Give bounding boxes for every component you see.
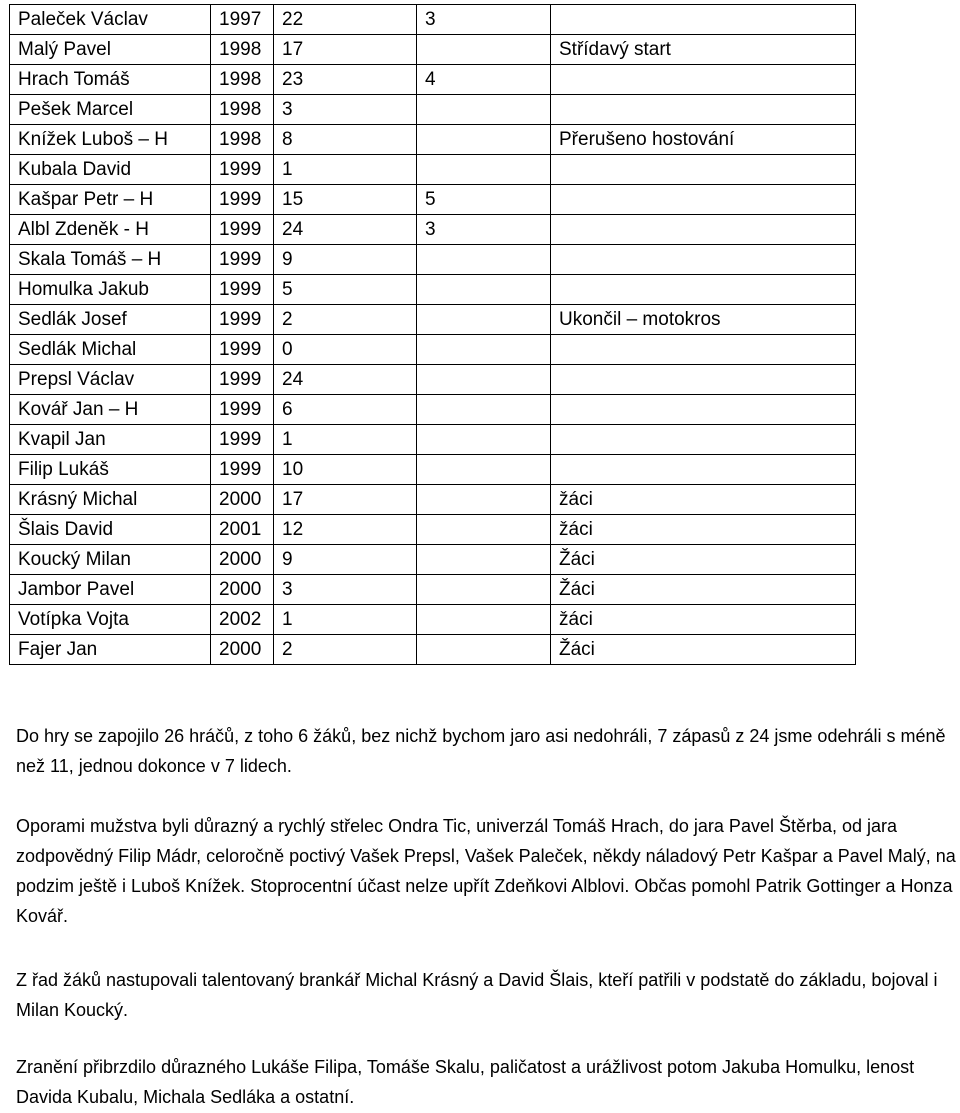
goals-cell xyxy=(417,455,551,485)
goals-cell xyxy=(417,155,551,185)
goals-cell xyxy=(417,515,551,545)
note-cell: Žáci xyxy=(551,575,856,605)
player-name-cell: Sedlák Josef xyxy=(10,305,211,335)
note-cell xyxy=(551,95,856,125)
birth-year-cell: 1999 xyxy=(211,185,274,215)
table-row xyxy=(10,575,856,605)
goals-cell xyxy=(417,245,551,275)
note-cell: Žáci xyxy=(551,635,856,665)
note-cell: žáci xyxy=(551,515,856,545)
games-cell: 23 xyxy=(274,65,417,95)
table-row xyxy=(10,245,856,275)
paragraph-youth-players: Z řad žáků nastupovali talentovaný brankář Michal Krásný a David Šlais, kteří patřili v podstatě do základu, bojoval i Milan Koucký. xyxy=(16,970,938,1020)
games-cell: 22 xyxy=(274,5,417,35)
table-row xyxy=(10,215,856,245)
birth-year-cell: 1997 xyxy=(211,5,274,35)
paragraph-key-players: Oporami mužstva byli důrazný a rychlý střelec Ondra Tic, univerzál Tomáš Hrach, do jara Pavel Štěrba, od jara zodpovědný Filip Mádr, celoročně poctivý Vašek Prepsl, Vašek Paleček, někdy náladový Petr Kašpar a Pavel Malý, na podzim ještě i Luboš Knížek. Stoprocentní účast nelze upřít Zdeňkovi Alblovi. Občas pomohl Patrik Gottinger a Honza Kovář. xyxy=(16,816,956,926)
note-cell xyxy=(551,155,856,185)
player-name-cell: Knížek Luboš – H xyxy=(10,125,211,155)
games-cell: 10 xyxy=(274,455,417,485)
table-row xyxy=(10,185,856,215)
player-name-cell: Kvapil Jan xyxy=(10,425,211,455)
table-row xyxy=(10,425,856,455)
player-name-cell: Kašpar Petr – H xyxy=(10,185,211,215)
table-row xyxy=(10,395,856,425)
goals-cell: 4 xyxy=(417,65,551,95)
games-cell: 9 xyxy=(274,245,417,275)
player-name-cell: Sedlák Michal xyxy=(10,335,211,365)
goals-cell xyxy=(417,365,551,395)
birth-year-cell: 2001 xyxy=(211,515,274,545)
player-name-cell: Votípka Vojta xyxy=(10,605,211,635)
note-cell xyxy=(551,365,856,395)
note-cell xyxy=(551,395,856,425)
note-cell xyxy=(551,215,856,245)
note-cell xyxy=(551,425,856,455)
table-row xyxy=(10,335,856,365)
birth-year-cell: 1999 xyxy=(211,335,274,365)
birth-year-cell: 1998 xyxy=(211,65,274,95)
games-cell: 17 xyxy=(274,35,417,65)
note-cell xyxy=(551,245,856,275)
birth-year-cell: 2000 xyxy=(211,545,274,575)
table-row xyxy=(10,65,856,95)
goals-cell xyxy=(417,635,551,665)
player-name-cell: Kubala David xyxy=(10,155,211,185)
table-row xyxy=(10,5,856,35)
goals-cell xyxy=(417,605,551,635)
games-cell: 5 xyxy=(274,275,417,305)
goals-cell xyxy=(417,275,551,305)
goals-cell xyxy=(417,35,551,65)
table-row xyxy=(10,95,856,125)
goals-cell xyxy=(417,395,551,425)
birth-year-cell: 1999 xyxy=(211,155,274,185)
goals-cell xyxy=(417,575,551,605)
table-row xyxy=(10,155,856,185)
table-row xyxy=(10,455,856,485)
note-cell xyxy=(551,455,856,485)
goals-cell: 3 xyxy=(417,215,551,245)
table-row xyxy=(10,635,856,665)
birth-year-cell: 1999 xyxy=(211,275,274,305)
paragraph-injuries: Zranění přibrzdilo důrazného Lukáše Filipa, Tomáše Skalu, paličatost a urážlivost potom Jakuba Homulku, lenost Davida Kubalu, Michala Sedláka a ostatní. xyxy=(16,1057,915,1107)
player-name-cell: Paleček Václav xyxy=(10,5,211,35)
note-cell: žáci xyxy=(551,605,856,635)
games-cell: 6 xyxy=(274,395,417,425)
player-roster-table xyxy=(9,4,856,665)
note-cell xyxy=(551,65,856,95)
player-name-cell: Prepsl Václav xyxy=(10,365,211,395)
note-cell: Ukončil – motokros xyxy=(551,305,856,335)
player-name-cell: Hrach Tomáš xyxy=(10,65,211,95)
games-cell: 2 xyxy=(274,305,417,335)
goals-cell xyxy=(417,425,551,455)
games-cell: 1 xyxy=(274,605,417,635)
birth-year-cell: 2002 xyxy=(211,605,274,635)
table-row xyxy=(10,605,856,635)
birth-year-cell: 1998 xyxy=(211,95,274,125)
games-cell: 0 xyxy=(274,335,417,365)
table-row xyxy=(10,125,856,155)
table-row xyxy=(10,515,856,545)
goals-cell xyxy=(417,95,551,125)
goals-cell xyxy=(417,545,551,575)
goals-cell: 5 xyxy=(417,185,551,215)
note-cell xyxy=(551,5,856,35)
games-cell: 17 xyxy=(274,485,417,515)
table-row xyxy=(10,485,856,515)
player-name-cell: Skala Tomáš – H xyxy=(10,245,211,275)
birth-year-cell: 1999 xyxy=(211,305,274,335)
player-name-cell: Filip Lukáš xyxy=(10,455,211,485)
table-row xyxy=(10,275,856,305)
games-cell: 1 xyxy=(274,155,417,185)
player-name-cell: Jambor Pavel xyxy=(10,575,211,605)
games-cell: 3 xyxy=(274,95,417,125)
player-name-cell: Krásný Michal xyxy=(10,485,211,515)
games-cell: 1 xyxy=(274,425,417,455)
birth-year-cell: 1999 xyxy=(211,245,274,275)
games-cell: 24 xyxy=(274,365,417,395)
birth-year-cell: 1998 xyxy=(211,125,274,155)
birth-year-cell: 1999 xyxy=(211,365,274,395)
player-name-cell: Albl Zdeněk - H xyxy=(10,215,211,245)
goals-cell xyxy=(417,305,551,335)
note-cell xyxy=(551,185,856,215)
birth-year-cell: 1999 xyxy=(211,215,274,245)
games-cell: 3 xyxy=(274,575,417,605)
table-row xyxy=(10,35,856,65)
birth-year-cell: 2000 xyxy=(211,635,274,665)
roster-body xyxy=(10,5,856,665)
player-name-cell: Homulka Jakub xyxy=(10,275,211,305)
player-name-cell: Fajer Jan xyxy=(10,635,211,665)
birth-year-cell: 1999 xyxy=(211,395,274,425)
paragraph-participation: Do hry se zapojilo 26 hráčů, z toho 6 žáků, bez nichž bychom jaro asi nedohráli, 7 zápasů z 24 jsme odehráli s méně než 11, jednou dokonce v 7 lidech. xyxy=(16,726,946,776)
note-cell: žáci xyxy=(551,485,856,515)
birth-year-cell: 1999 xyxy=(211,425,274,455)
table-row xyxy=(10,365,856,395)
games-cell: 8 xyxy=(274,125,417,155)
player-name-cell: Kovář Jan – H xyxy=(10,395,211,425)
goals-cell xyxy=(417,125,551,155)
note-cell: Střídavý start xyxy=(551,35,856,65)
games-cell: 9 xyxy=(274,545,417,575)
games-cell: 12 xyxy=(274,515,417,545)
goals-cell xyxy=(417,485,551,515)
note-cell xyxy=(551,335,856,365)
table-row xyxy=(10,305,856,335)
note-cell: Přerušeno hostování xyxy=(551,125,856,155)
player-name-cell: Šlais David xyxy=(10,515,211,545)
birth-year-cell: 1999 xyxy=(211,455,274,485)
note-cell xyxy=(551,275,856,305)
player-name-cell: Koucký Milan xyxy=(10,545,211,575)
birth-year-cell: 2000 xyxy=(211,485,274,515)
goals-cell: 3 xyxy=(417,5,551,35)
games-cell: 2 xyxy=(274,635,417,665)
player-name-cell: Pešek Marcel xyxy=(10,95,211,125)
games-cell: 15 xyxy=(274,185,417,215)
games-cell: 24 xyxy=(274,215,417,245)
note-cell: Žáci xyxy=(551,545,856,575)
birth-year-cell: 1998 xyxy=(211,35,274,65)
goals-cell xyxy=(417,335,551,365)
table-row xyxy=(10,545,856,575)
birth-year-cell: 2000 xyxy=(211,575,274,605)
player-name-cell: Malý Pavel xyxy=(10,35,211,65)
